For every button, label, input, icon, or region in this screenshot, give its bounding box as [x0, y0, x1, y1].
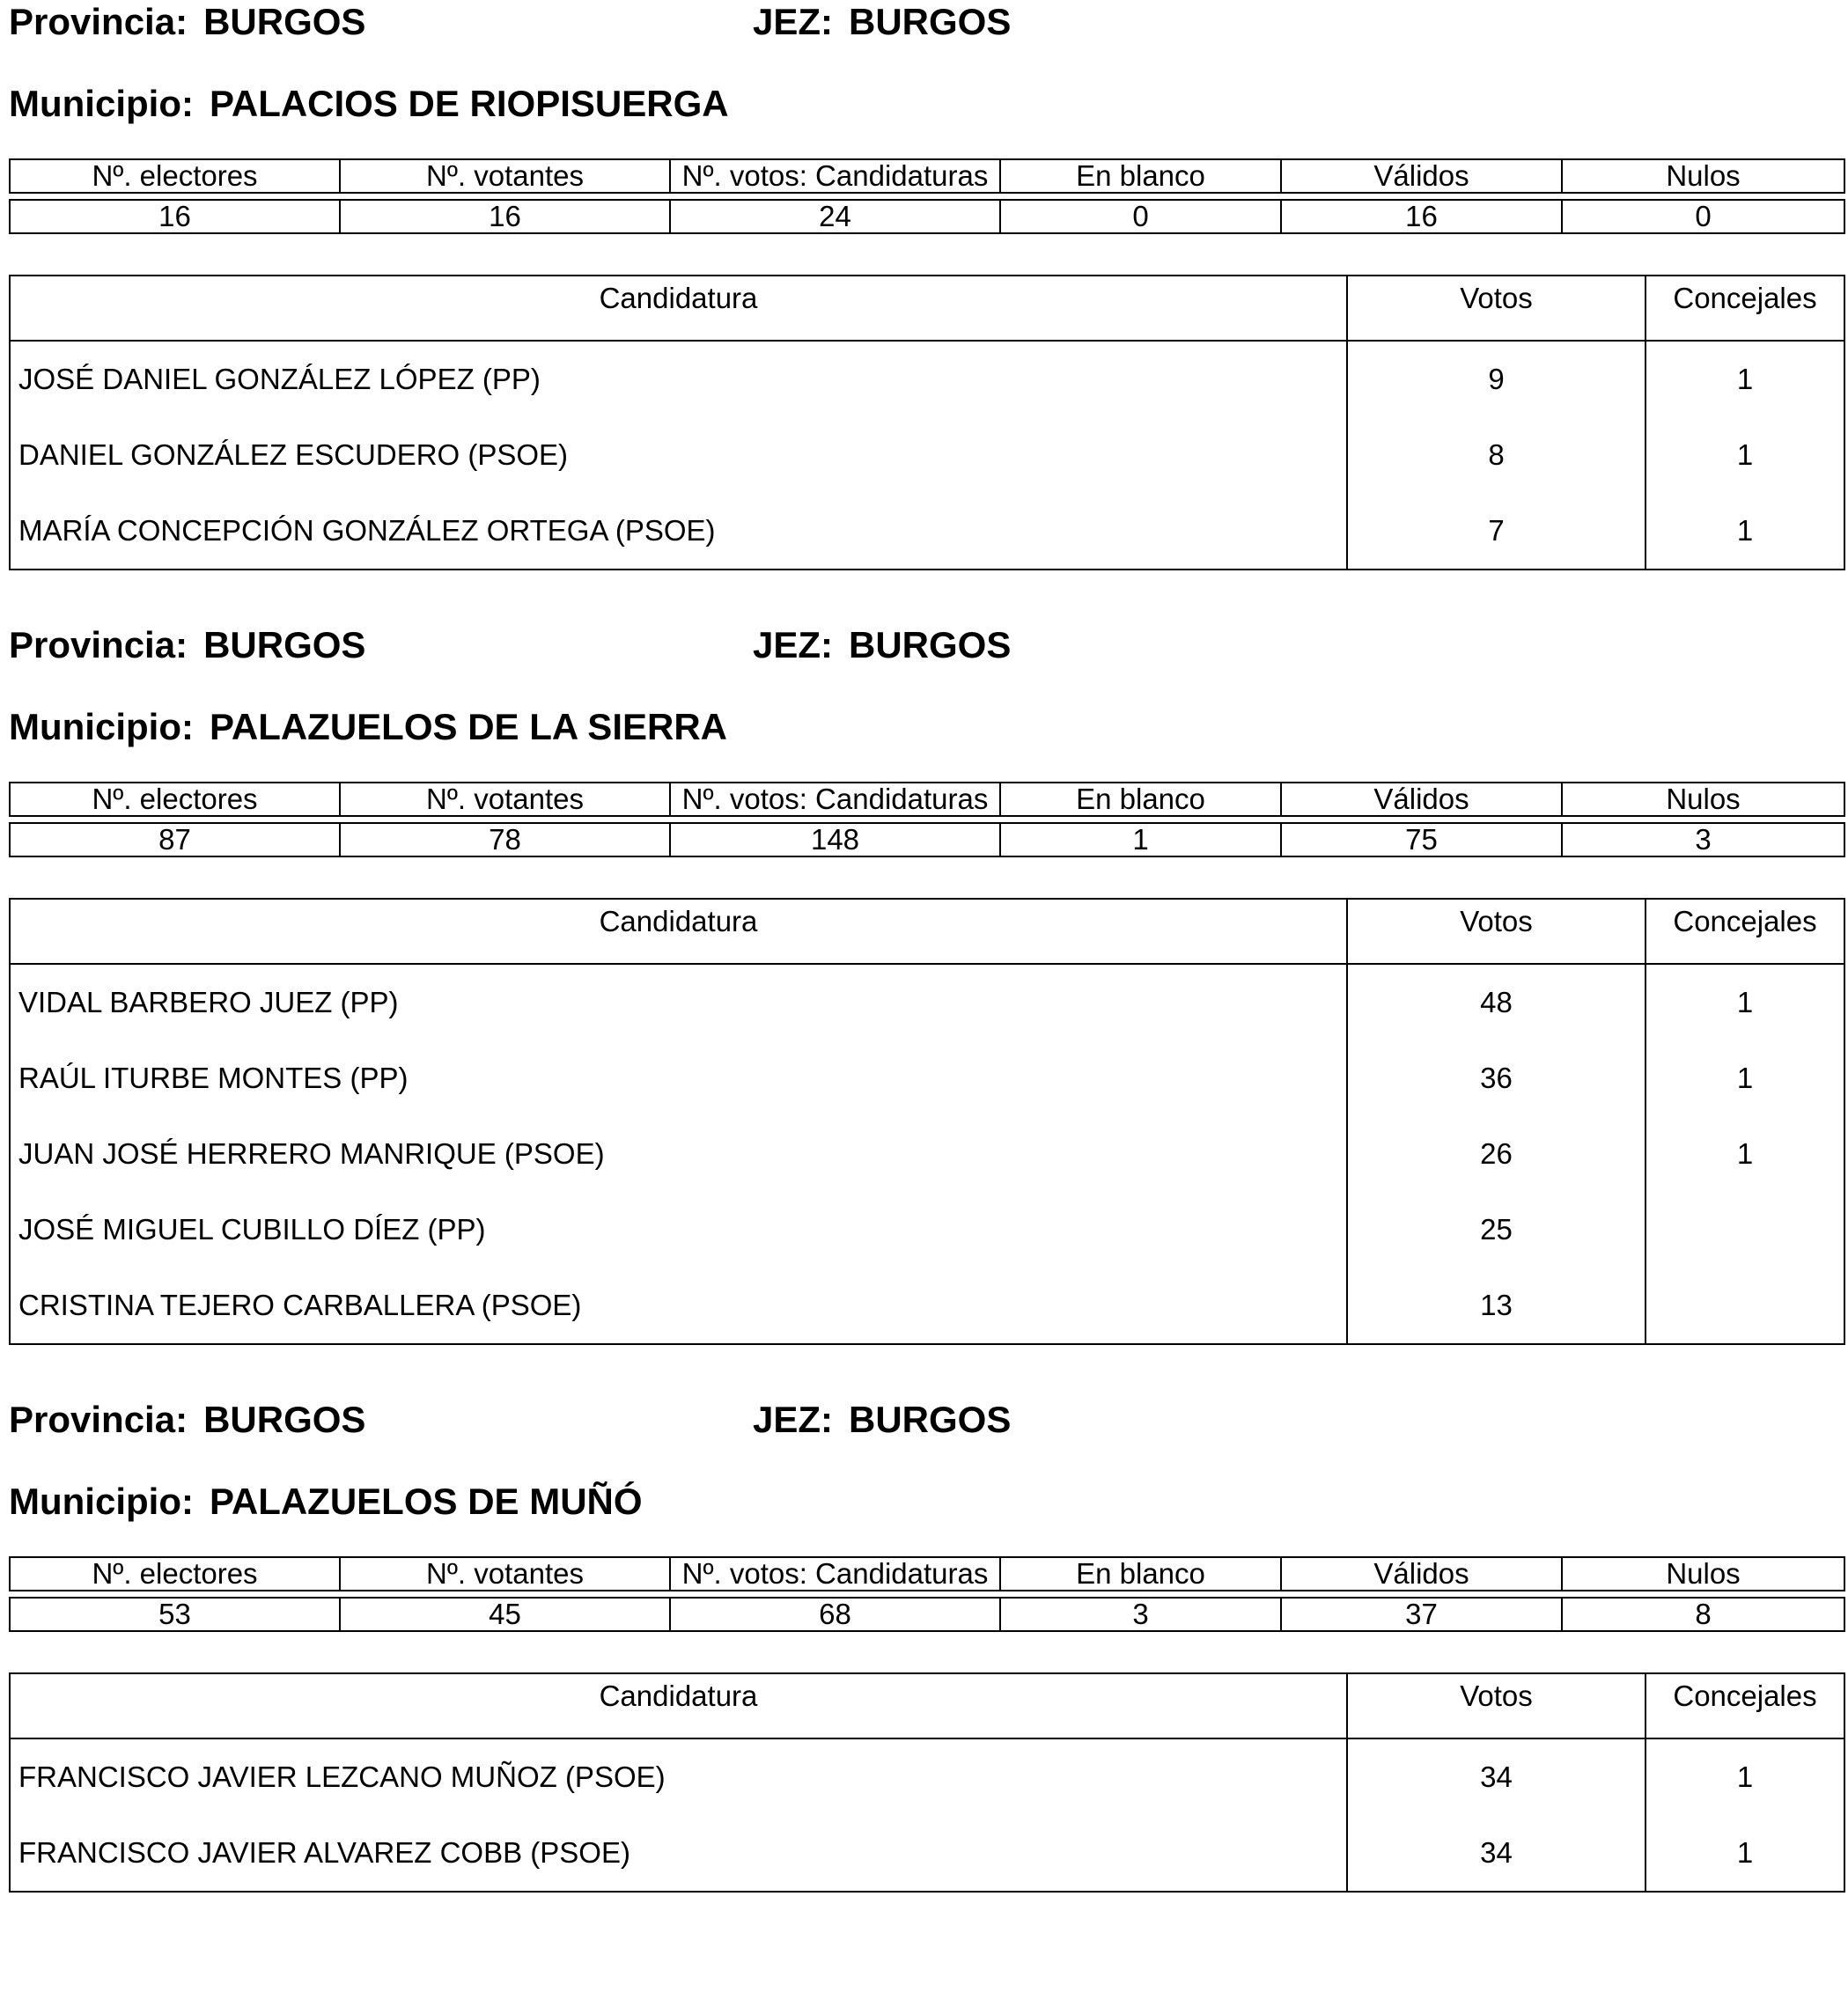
candidate-row — [10, 1815, 1844, 1892]
stats-header-cell: Nº. votantes — [340, 159, 670, 193]
candidate-row — [10, 1268, 1844, 1344]
candidate-row — [10, 1738, 1844, 1815]
stats-header-cell: Nulos — [1562, 1557, 1844, 1591]
municipio-value: PALAZUELOS DE MUÑÓ — [209, 1481, 643, 1522]
candidate-row — [10, 964, 1844, 1040]
stats-header-cell: Nº. electores — [10, 1557, 340, 1591]
stats-table — [9, 782, 1845, 857]
stats-value-cell: 3 — [1562, 823, 1844, 856]
stats-header-row — [10, 783, 1844, 816]
provincia-value: BURGOS — [203, 1399, 366, 1440]
candidate-councillors: 1 — [1646, 1116, 1844, 1192]
stats-value-cell: 0 — [1000, 200, 1281, 233]
stats-value-cell: 68 — [670, 1598, 1000, 1631]
candidates-header-cell: Concejales — [1646, 1673, 1844, 1738]
candidate-row — [10, 1192, 1844, 1268]
candidate-councillors — [1646, 1268, 1844, 1344]
stats-header-row — [10, 1557, 1844, 1591]
provincia-label: Provincia: — [9, 1, 188, 42]
candidates-header-cell: Votos — [1347, 276, 1646, 341]
candidate-name: JOSÉ MIGUEL CUBILLO DÍEZ (PP) — [10, 1192, 1347, 1268]
candidates-table — [9, 1672, 1845, 1893]
candidates-table — [9, 898, 1845, 1345]
candidate-name: RAÚL ITURBE MONTES (PP) — [10, 1040, 1347, 1116]
municipality-section — [0, 0, 1848, 616]
candidate-name: FRANCISCO JAVIER LEZCANO MUÑOZ (PSOE) — [10, 1738, 1347, 1815]
candidate-votes: 34 — [1347, 1815, 1646, 1892]
stats-header-cell: En blanco — [1000, 1557, 1281, 1591]
candidate-votes: 7 — [1347, 493, 1646, 570]
stats-header-cell: Nº. votantes — [340, 783, 670, 816]
municipio-header — [9, 85, 729, 122]
municipio-label: Municipio: — [9, 83, 194, 124]
candidate-votes: 25 — [1347, 1192, 1646, 1268]
candidate-councillors: 1 — [1646, 1815, 1844, 1892]
candidates-table — [9, 275, 1845, 570]
candidate-name: DANIEL GONZÁLEZ ESCUDERO (PSOE) — [10, 417, 1347, 493]
candidates-header-cell: Candidatura — [10, 1673, 1347, 1738]
stats-header-cell: Válidos — [1281, 159, 1562, 193]
municipio-label: Municipio: — [9, 706, 194, 747]
stats-header-cell: Nº. electores — [10, 159, 340, 193]
candidate-votes: 8 — [1347, 417, 1646, 493]
candidates-header-cell: Votos — [1347, 899, 1646, 964]
provincia-label: Provincia: — [9, 1399, 188, 1440]
stats-value-cell: 78 — [340, 823, 670, 856]
candidate-councillors: 1 — [1646, 1040, 1844, 1116]
municipality-section — [0, 1398, 1848, 2014]
candidate-councillors: 1 — [1646, 417, 1844, 493]
stats-value-cell: 24 — [670, 200, 1000, 233]
candidate-name: CRISTINA TEJERO CARBALLERA (PSOE) — [10, 1268, 1347, 1344]
candidate-votes: 26 — [1347, 1116, 1646, 1192]
stats-value-row — [10, 823, 1844, 856]
stats-value-cell: 0 — [1562, 200, 1844, 233]
candidate-votes: 13 — [1347, 1268, 1646, 1344]
provincia-label: Provincia: — [9, 624, 188, 665]
municipio-label: Municipio: — [9, 1481, 194, 1522]
stats-value-cell: 16 — [10, 200, 340, 233]
provincia-header — [9, 1, 366, 42]
candidate-votes: 34 — [1347, 1738, 1646, 1815]
stats-value-cell: 75 — [1281, 823, 1562, 856]
stats-header-row — [10, 159, 1844, 193]
stats-header-cell: Nº. votos: Candidaturas — [670, 1557, 1000, 1591]
stats-value-cell: 1 — [1000, 823, 1281, 856]
provincia-value: BURGOS — [203, 1, 366, 42]
provincia-value: BURGOS — [203, 624, 366, 665]
jez-value: BURGOS — [849, 624, 1012, 665]
candidate-name: JOSÉ DANIEL GONZÁLEZ LÓPEZ (PP) — [10, 341, 1347, 417]
candidates-header-cell: Concejales — [1646, 899, 1844, 964]
stats-value-cell: 148 — [670, 823, 1000, 856]
stats-header-cell: Nº. votos: Candidaturas — [670, 159, 1000, 193]
jez-header — [753, 624, 1012, 665]
stats-header-cell: Válidos — [1281, 783, 1562, 816]
stats-value-cell: 53 — [10, 1598, 340, 1631]
candidate-councillors: 1 — [1646, 493, 1844, 570]
municipio-header — [9, 706, 727, 747]
jez-label: JEZ: — [753, 624, 834, 665]
stats-header-cell: Nº. votantes — [340, 1557, 670, 1591]
candidates-header-row — [10, 276, 1844, 341]
jez-header — [753, 1401, 1011, 1438]
candidates-header-cell: Candidatura — [10, 899, 1347, 964]
candidates-header-row — [10, 1673, 1844, 1738]
jez-header — [753, 1, 1012, 42]
jez-value: BURGOS — [849, 1, 1012, 42]
stats-header-cell: En blanco — [1000, 783, 1281, 816]
stats-header-cell: Nulos — [1562, 783, 1844, 816]
municipio-value: PALACIOS DE RIOPISUERGA — [209, 83, 729, 124]
stats-value-cell: 3 — [1000, 1598, 1281, 1631]
candidate-row — [10, 1116, 1844, 1192]
stats-table — [9, 1556, 1845, 1632]
stats-value-row — [10, 1598, 1844, 1631]
stats-header-cell: En blanco — [1000, 159, 1281, 193]
municipality-section — [0, 623, 1848, 1321]
candidate-councillors — [1646, 1192, 1844, 1268]
jez-label: JEZ: — [753, 1, 834, 42]
municipio-header — [9, 1483, 643, 1520]
candidate-name: JUAN JOSÉ HERRERO MANRIQUE (PSOE) — [10, 1116, 1347, 1192]
candidates-header-cell: Votos — [1347, 1673, 1646, 1738]
candidate-row — [10, 341, 1844, 417]
candidate-votes: 9 — [1347, 341, 1646, 417]
stats-value-cell: 8 — [1562, 1598, 1844, 1631]
candidate-name: FRANCISCO JAVIER ALVAREZ COBB (PSOE) — [10, 1815, 1347, 1892]
candidate-councillors: 1 — [1646, 964, 1844, 1040]
jez-label: JEZ: — [753, 1399, 834, 1440]
provincia-header — [9, 1401, 365, 1438]
candidates-header-cell: Candidatura — [10, 276, 1347, 341]
candidates-header-row — [10, 899, 1844, 964]
stats-value-cell: 37 — [1281, 1598, 1562, 1631]
stats-value-cell: 45 — [340, 1598, 670, 1631]
stats-header-cell: Nº. votos: Candidaturas — [670, 783, 1000, 816]
jez-value: BURGOS — [849, 1399, 1012, 1440]
stats-value-row — [10, 200, 1844, 233]
stats-header-cell: Válidos — [1281, 1557, 1562, 1591]
stats-value-cell: 16 — [340, 200, 670, 233]
candidate-name: MARÍA CONCEPCIÓN GONZÁLEZ ORTEGA (PSOE) — [10, 493, 1347, 570]
candidate-councillors: 1 — [1646, 1738, 1844, 1815]
provincia-header — [9, 624, 366, 665]
municipio-value: PALAZUELOS DE LA SIERRA — [209, 706, 727, 747]
candidate-row — [10, 1040, 1844, 1116]
candidate-row — [10, 417, 1844, 493]
candidate-name: VIDAL BARBERO JUEZ (PP) — [10, 964, 1347, 1040]
stats-table — [9, 158, 1845, 234]
candidate-councillors: 1 — [1646, 341, 1844, 417]
candidates-header-cell: Concejales — [1646, 276, 1844, 341]
stats-header-cell: Nulos — [1562, 159, 1844, 193]
stats-value-cell: 16 — [1281, 200, 1562, 233]
candidate-row — [10, 493, 1844, 570]
candidate-votes: 36 — [1347, 1040, 1646, 1116]
stats-header-cell: Nº. electores — [10, 783, 340, 816]
stats-value-cell: 87 — [10, 823, 340, 856]
candidate-votes: 48 — [1347, 964, 1646, 1040]
